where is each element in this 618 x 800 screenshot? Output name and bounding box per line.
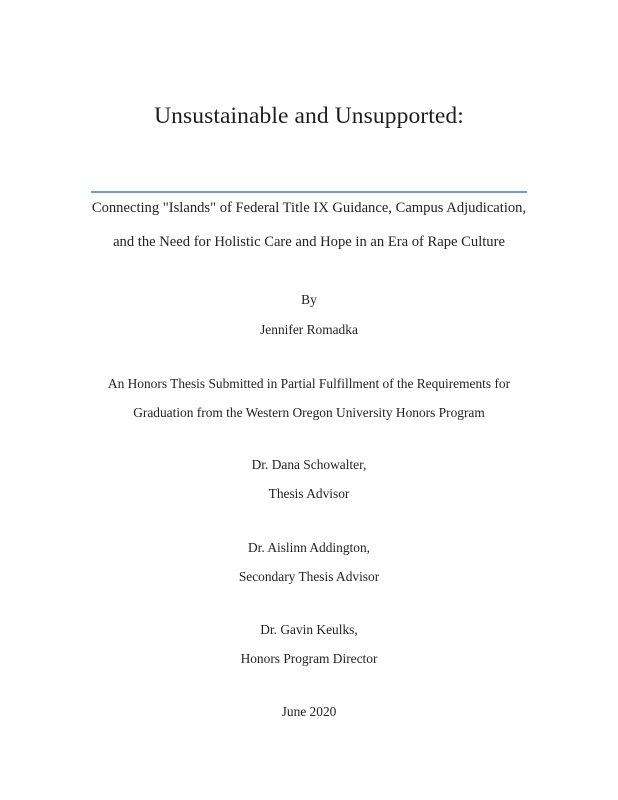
committee-secondary-advisor-name: Dr. Aislinn Addington, <box>247 540 371 555</box>
submission-statement-line-1: An Honors Thesis Submitted in Partial Fulfillment of the Requirements for <box>107 376 511 391</box>
committee-director-role: Honors Program Director <box>240 651 378 666</box>
committee-secondary-advisor-role: Secondary Thesis Advisor <box>238 569 380 584</box>
committee-advisor-name: Dr. Dana Schowalter, <box>251 457 367 472</box>
subtitle-line-1: Connecting "Islands" of Federal Title IX Guidance, Campus Adjudication, <box>91 200 527 216</box>
title-divider-rule <box>91 191 527 193</box>
submission-date: June 2020 <box>281 704 337 719</box>
byline-by: By <box>301 292 317 307</box>
committee-advisor-role: Thesis Advisor <box>268 486 350 501</box>
subtitle-line-2: and the Need for Holistic Care and Hope in an Era of Rape Culture <box>113 234 505 250</box>
submission-statement-line-2: Graduation from the Western Oregon University Honors Program <box>133 405 485 420</box>
thesis-title: Unsustainable and Unsupported: <box>154 103 464 129</box>
committee-director-name: Dr. Gavin Keulks, <box>260 622 358 637</box>
author-name: Jennifer Romadka <box>260 322 358 337</box>
